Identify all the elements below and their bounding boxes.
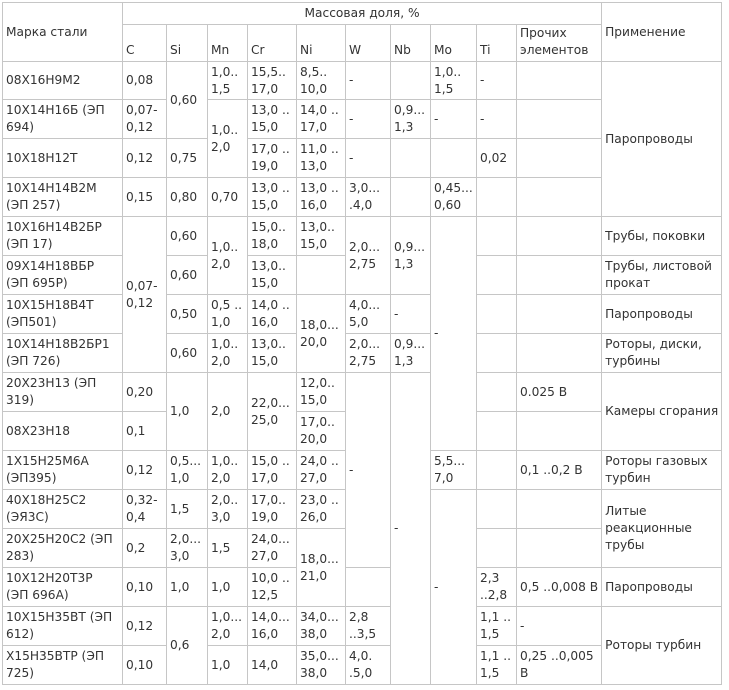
cr-cell: 24,0... 27,0: [248, 529, 297, 568]
application-cell: Литые реакционные трубы: [602, 490, 722, 568]
nb-cell: -: [391, 373, 431, 685]
ni-cell: 13,0.. 15,0: [297, 217, 346, 256]
application-cell: Паропроводы: [602, 62, 722, 217]
w-cell: 2,0... 2,75: [346, 217, 391, 295]
c-cell: 0,2: [123, 529, 167, 568]
ti-cell: [477, 529, 517, 568]
w-cell: 4,0. .5,0: [346, 646, 391, 685]
other-cell: -: [517, 607, 602, 646]
si-cell: 0,60: [167, 62, 208, 139]
ni-cell: 23,0 .. 26,0: [297, 490, 346, 529]
table-row: [3, 568, 722, 607]
other-cell: [517, 295, 602, 334]
ti-cell: [477, 217, 517, 256]
si-cell: 0,6: [167, 607, 208, 685]
w-cell: -: [346, 100, 391, 139]
mn-cell: 1,0: [208, 646, 248, 685]
c-cell: 0,20: [123, 373, 167, 412]
nb-cell: [391, 62, 431, 100]
c-cell: 0,10: [123, 568, 167, 607]
w-cell: 3,0... .4,0: [346, 178, 391, 217]
cr-cell: 15,0 .. 17,0: [248, 451, 297, 490]
header-grade: Марка стали: [3, 3, 123, 62]
grade-cell: 10Х14Н18В2БР1 (ЭП 726): [3, 334, 123, 373]
nb-cell: 0,9... 1,3: [391, 100, 431, 139]
header-mass-fraction: Массовая доля, %: [123, 3, 602, 25]
header-application: Применение: [602, 3, 722, 62]
mo-cell: 0,45... 0,60: [431, 178, 477, 217]
grade-cell: 10Х15Н35ВТ (ЭП 612): [3, 607, 123, 646]
header-mo: Mo: [431, 25, 477, 62]
ti-cell: [477, 256, 517, 295]
grade-cell: Х15Н35ВТР (ЭП 725): [3, 646, 123, 685]
header-row: [3, 3, 722, 25]
grade-cell: 10Х14Н16Б (ЭП 694): [3, 100, 123, 139]
c-cell: 0,12: [123, 451, 167, 490]
grade-cell: 40Х18Н25С2 (ЭЯ3С): [3, 490, 123, 529]
ti-cell: [477, 178, 517, 217]
si-cell: 0,60: [167, 217, 208, 256]
c-cell: 0,07- 0,12: [123, 100, 167, 139]
table-row: [3, 295, 722, 334]
grade-cell: 10Х16Н14В2БР (ЭП 17): [3, 217, 123, 256]
ti-cell: [477, 373, 517, 412]
table-row: [3, 607, 722, 646]
si-cell: 1,5: [167, 490, 208, 529]
nb-cell: 0,9... 1,3: [391, 217, 431, 295]
ni-cell: 35,0... 38,0: [297, 646, 346, 685]
ni-cell: 24,0 .. 27,0: [297, 451, 346, 490]
c-cell: 0,07- 0,12: [123, 217, 167, 373]
si-cell: 1,0: [167, 373, 208, 451]
c-cell: 0,12: [123, 607, 167, 646]
grade-cell: 10Х12Н20Т3Р (ЭП 696А): [3, 568, 123, 607]
table-row: [3, 217, 722, 256]
cr-cell: 17,0.. 19,0: [248, 490, 297, 529]
other-cell: [517, 490, 602, 529]
mo-cell: -: [431, 100, 477, 139]
grade-cell: 08Х23Н18: [3, 412, 123, 451]
table-row: [3, 373, 722, 412]
w-cell: -: [346, 139, 391, 178]
mo-cell: 5,5... 7,0: [431, 451, 477, 490]
si-cell: 0,5... 1,0: [167, 451, 208, 490]
ti-cell: -: [477, 100, 517, 139]
w-cell: 2,0... 2,75: [346, 334, 391, 373]
mo-cell: [431, 139, 477, 178]
application-cell: Роторы, диски, турбины: [602, 334, 722, 373]
header-other: Прочих элементов: [517, 25, 602, 62]
nb-cell: [391, 139, 431, 178]
table-row: [3, 62, 722, 100]
ni-cell: [297, 256, 346, 295]
other-cell: 0,1 ..0,2 В: [517, 451, 602, 490]
mn-cell: 0,5 .. 1,0: [208, 295, 248, 334]
cr-cell: 14,0: [248, 646, 297, 685]
w-cell: 4,0... 5,0: [346, 295, 391, 334]
grade-cell: 20Х23Н13 (ЭП 319): [3, 373, 123, 412]
mn-cell: 1,5: [208, 529, 248, 568]
c-cell: 0,15: [123, 178, 167, 217]
mn-cell: 1,0.. 2,0: [208, 451, 248, 490]
ni-cell: 18,0... 21,0: [297, 529, 346, 607]
other-cell: [517, 100, 602, 139]
mo-cell: 1,0.. 1,5: [431, 62, 477, 100]
header-mn: Mn: [208, 25, 248, 62]
c-cell: 0,32- 0,4: [123, 490, 167, 529]
cr-cell: 13,0 .. 15,0: [248, 178, 297, 217]
grade-cell: 08Х16Н9М2: [3, 62, 123, 100]
application-cell: Паропроводы: [602, 295, 722, 334]
c-cell: 0,10: [123, 646, 167, 685]
c-cell: 0,1: [123, 412, 167, 451]
c-cell: 0,08: [123, 62, 167, 100]
ti-cell: [477, 295, 517, 334]
ti-cell: 2,3 ..2,8: [477, 568, 517, 607]
cr-cell: 13,0.. 15,0: [248, 256, 297, 295]
si-cell: 0,60: [167, 256, 208, 295]
cr-cell: 14,0 .. 16,0: [248, 295, 297, 334]
cr-cell: 13,0.. 15,0: [248, 334, 297, 373]
mo-cell: -: [431, 490, 477, 685]
mn-cell: 1,0: [208, 568, 248, 607]
other-cell: [517, 217, 602, 256]
mn-cell: 1,0.. 2,0: [208, 217, 248, 295]
cr-cell: 15,5.. 17,0: [248, 62, 297, 100]
ni-cell: 14,0 .. 17,0: [297, 100, 346, 139]
ni-cell: 34,0... 38,0: [297, 607, 346, 646]
other-cell: [517, 256, 602, 295]
other-cell: 0,5 ..0,008 В: [517, 568, 602, 607]
steel-composition-table: [2, 2, 722, 685]
w-cell: -: [346, 373, 391, 568]
mn-cell: 1,0.. 2,0: [208, 334, 248, 373]
nb-cell: [391, 178, 431, 217]
mn-cell: 2,0: [208, 373, 248, 451]
mn-cell: 1,0.. 2,0: [208, 100, 248, 178]
header-ni: Ni: [297, 25, 346, 62]
nb-cell: 0,9... 1,3: [391, 334, 431, 373]
si-cell: 0,60: [167, 334, 208, 373]
header-w: W: [346, 25, 391, 62]
si-cell: 0,75: [167, 139, 208, 178]
header-c: C: [123, 25, 167, 62]
grade-cell: 1Х15Н25М6А (ЭП395): [3, 451, 123, 490]
other-cell: 0.025 В: [517, 373, 602, 412]
header-si: Si: [167, 25, 208, 62]
ti-cell: -: [477, 62, 517, 100]
cr-cell: 22,0... 25,0: [248, 373, 297, 451]
other-cell: [517, 412, 602, 451]
si-cell: 1,0: [167, 568, 208, 607]
grade-cell: 09Х14Н18ВБР (ЭП 695Р): [3, 256, 123, 295]
header-nb: Nb: [391, 25, 431, 62]
ni-cell: 13,0 .. 16,0: [297, 178, 346, 217]
c-cell: 0,12: [123, 139, 167, 178]
cr-cell: 10,0 .. 12,5: [248, 568, 297, 607]
si-cell: 0,80: [167, 178, 208, 217]
ni-cell: 17,0.. 20,0: [297, 412, 346, 451]
grade-cell: 10Х18Н12Т: [3, 139, 123, 178]
si-cell: 2,0... 3,0: [167, 529, 208, 568]
header-ti: Ti: [477, 25, 517, 62]
w-cell: 2,8 ..3,5: [346, 607, 391, 646]
si-cell: 0,50: [167, 295, 208, 334]
ti-cell: 1,1 .. 1,5: [477, 646, 517, 685]
application-cell: Роторы турбин: [602, 607, 722, 685]
mo-cell: -: [431, 217, 477, 451]
ti-cell: 1,1 .. 1,5: [477, 607, 517, 646]
other-cell: [517, 178, 602, 217]
ti-cell: 0,02: [477, 139, 517, 178]
ni-cell: 12,0.. 15,0: [297, 373, 346, 412]
header-cr: Cr: [248, 25, 297, 62]
cr-cell: 15,0.. 18,0: [248, 217, 297, 256]
other-cell: [517, 529, 602, 568]
nb-cell: -: [391, 295, 431, 334]
cr-cell: 17,0 .. 19,0: [248, 139, 297, 178]
ti-cell: [477, 451, 517, 490]
ni-cell: 11,0 .. 13,0: [297, 139, 346, 178]
ti-cell: [477, 412, 517, 451]
mn-cell: 1,0.. 1,5: [208, 62, 248, 100]
mn-cell: 0,70: [208, 178, 248, 217]
other-cell: 0,25 ..0,005 В: [517, 646, 602, 685]
ti-cell: [477, 334, 517, 373]
application-cell: Паропроводы: [602, 568, 722, 607]
w-cell: -: [346, 62, 391, 100]
ni-cell: 18,0... 20,0: [297, 295, 346, 373]
cr-cell: 13,0 .. 15,0: [248, 100, 297, 139]
application-cell: Трубы, поковки: [602, 217, 722, 256]
grade-cell: 20Х25Н20С2 (ЭП 283): [3, 529, 123, 568]
ti-cell: [477, 490, 517, 529]
table-row: [3, 334, 722, 373]
ni-cell: 8,5.. 10,0: [297, 62, 346, 100]
application-cell: Роторы газовых турбин: [602, 451, 722, 490]
w-cell: [346, 568, 391, 607]
mn-cell: 2,0.. 3,0: [208, 490, 248, 529]
other-cell: [517, 334, 602, 373]
application-cell: Трубы, листовой прокат: [602, 256, 722, 295]
grade-cell: 10Х14Н14В2М (ЭП 257): [3, 178, 123, 217]
cr-cell: 14,0... 16,0: [248, 607, 297, 646]
application-cell: Камеры сгорания: [602, 373, 722, 451]
mn-cell: 1,0... 2,0: [208, 607, 248, 646]
other-cell: [517, 139, 602, 178]
other-cell: [517, 62, 602, 100]
grade-cell: 10Х15Н18В4Т (ЭП501): [3, 295, 123, 334]
